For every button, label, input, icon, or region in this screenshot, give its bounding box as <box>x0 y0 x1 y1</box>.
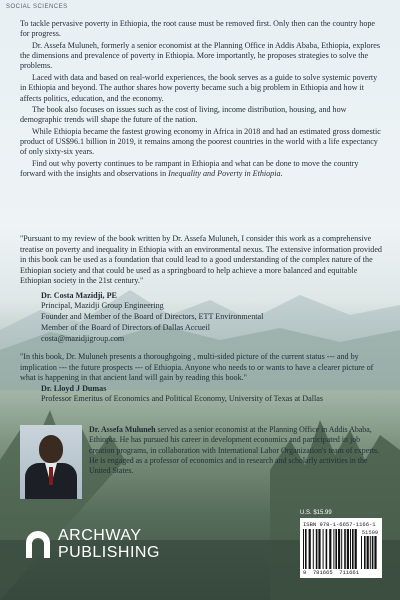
barcode-bar <box>318 529 320 569</box>
description-paragraph: Laced with data and based on real-world experiences, the book serves as a guide to solve systemic poverty in Ethiopia and beyond. The author shares how poverty became such a big problem in Ethiopia and how it affects politics, education, and the economy. <box>20 72 378 103</box>
barcode-bar <box>341 529 342 569</box>
barcode-digits <box>303 569 359 576</box>
endorser-title: Professor Emeritus of Economics and Political Economy, University of Texas at Dallas <box>41 394 323 404</box>
endorser-title: Principal, Mazidji Group Engineering <box>41 301 164 311</box>
barcode-bar <box>326 529 328 569</box>
description-paragraph: To tackle pervasive poverty in Ethiopia, the root cause must be removed first. Only then can the country hope for progress. <box>20 19 376 39</box>
barcode-bar <box>367 536 369 569</box>
endorser-title: Member of the Board of Directors of Dallas Accueil <box>41 323 211 333</box>
barcode-bar <box>364 536 366 569</box>
author-name: Dr. Assefa Muluneh <box>89 425 156 434</box>
barcode-digit-group: 781665 <box>312 569 333 576</box>
description-paragraph: Dr. Assefa Muluneh, formerly a senior economist at the Planning Office in Addis Ababa, Ethiopia, explores the dimensions and prevalence of poverty in Ethiopia. More importantly, he proposes strategies to solve the problems. <box>20 40 381 71</box>
barcode-bar <box>355 529 357 569</box>
author-photo-tie <box>49 467 53 485</box>
description-end: . <box>280 169 283 179</box>
description-paragraph: While Ethiopia became the fastest growing economy in Africa in 2018 and had an estimated gross domestic product of US$96.1 billion in 2019, it remains among the poorest countries in the world with a life expectancy of only sixty-six years. <box>20 126 381 157</box>
barcode-bar <box>335 529 337 569</box>
isbn-number: ISBN 978-1-6657-1166-1 <box>303 521 376 528</box>
endorsement-text: "In this book, Dr. Muluneh presents a thoroughgoing , multi-sided picture of the current status --- and by implication --- the future prospects --- of Ethiopia. Anyone who needs to or wants to have a clearer picture of what is happening in that ancient land will gain by reading this book." <box>20 352 374 383</box>
author-bio <box>89 425 381 476</box>
price-label: U.S. $15.99 <box>300 510 332 516</box>
barcode-bar <box>303 529 304 569</box>
barcode-bar <box>352 529 354 569</box>
author-photo <box>20 425 82 499</box>
barcode-bar <box>323 529 324 569</box>
description-paragraph: The book also focuses on issues such as the cost of living, income distribution, housing, and how demographic trends will shape the future of the nation. <box>20 104 347 125</box>
barcode-bar <box>370 536 371 569</box>
publisher-name-line1: ARCHWAY <box>58 527 142 544</box>
publisher-name-line2: PUBLISHING <box>58 543 160 561</box>
barcode-bar <box>344 529 346 569</box>
author-bio-text: served as a senior economist at the Planning Office in Addis Ababa, Ethiopia. He has pursued his career in development economics and participated in job creation programs, in collaboration with International Labor Organization's team of experts. He is engaged as a professor of economics and in research and scholarly activities in the United States. <box>89 425 380 476</box>
barcode-bar <box>372 536 374 569</box>
barcode-main-icon <box>303 529 359 569</box>
barcode-bar <box>329 529 331 569</box>
endorsement-signature <box>41 384 380 406</box>
barcode-bar <box>374 536 376 569</box>
barcode-bar <box>313 529 314 569</box>
book-description <box>20 19 382 179</box>
book-title: Inequality and Poverty in Ethiopia <box>168 169 281 179</box>
category-label: SOCIAL SCIENCES <box>6 4 68 10</box>
author-photo-head <box>39 435 63 463</box>
publisher-logo <box>24 528 160 562</box>
barcode-bar <box>305 529 307 569</box>
barcode-bar <box>361 536 362 569</box>
barcode-digit-group: 9 <box>303 569 307 576</box>
endorser-name: Dr. Lloyd J Dumas <box>41 383 107 393</box>
archway-logo-icon <box>24 531 52 559</box>
barcode-bar <box>347 529 349 569</box>
endorser-name: Dr. Costa Mazidji, PE <box>41 290 117 300</box>
description-text: Find out why poverty continues to be rampant in Ethiopia and what can be done to move the country forward with the insights and observations in <box>20 158 359 179</box>
endorsement-dumas <box>20 352 380 405</box>
barcode-digit-group: 711661 <box>339 569 359 576</box>
barcode-bar <box>309 529 311 569</box>
barcode-bar <box>338 529 340 569</box>
endorsement-mazidji <box>20 234 382 345</box>
endorser-email: costa@mazidjigroup.com <box>41 333 125 343</box>
barcode-addon-icon <box>361 536 379 569</box>
barcode-addon-digits: 51599 <box>361 529 379 536</box>
barcode-bar <box>333 529 334 569</box>
endorsement-text: "Pursuant to my review of the book written by Dr. Assefa Muluneh, I consider this work as a comprehensive treatise on poverty and inequality in Ethiopia with an environmental nexus. The extensive information provided in this book can be used as a foundation that could lead to a good understanding of the complex nature of the Ethiopian society and that could be used as a springboard to help achieve a more balanced and equitable Ethiopian society in the 21st century." <box>20 234 382 286</box>
barcode-bar <box>316 529 318 569</box>
endorser-title: Founder and Member of the Board of Directors, ETT Environmental <box>41 312 264 322</box>
isbn-barcode <box>300 518 382 578</box>
publisher-name <box>58 528 160 562</box>
endorsement-signature <box>41 291 382 345</box>
barcode-bar <box>350 529 351 569</box>
barcode-bars <box>303 529 379 569</box>
description-paragraph <box>20 159 382 180</box>
barcode-area <box>300 510 382 594</box>
